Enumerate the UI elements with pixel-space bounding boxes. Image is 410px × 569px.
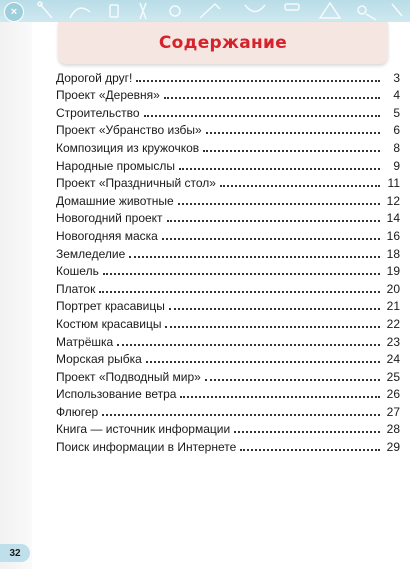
dot-leader — [99, 291, 380, 293]
toc-entry-page: 6 — [393, 123, 400, 138]
toc-entry-page: 22 — [386, 316, 400, 331]
dot-leader — [234, 431, 380, 433]
toc-entry-title: Строительство — [56, 105, 140, 120]
dot-leader — [103, 273, 380, 275]
dot-leader — [178, 203, 380, 205]
toc-entry-title: Проект «Деревня» — [56, 88, 160, 103]
dot-leader — [144, 115, 380, 117]
dot-leader — [203, 150, 380, 152]
toc-entry[interactable] — [56, 225, 400, 243]
left-gutter — [0, 0, 32, 569]
dot-leader — [206, 132, 380, 134]
dot-leader — [205, 379, 380, 381]
toc-entry-page: 12 — [386, 193, 400, 208]
toc-entry[interactable] — [56, 366, 400, 384]
toc-entry-title: Платок — [56, 281, 96, 296]
toc-entry-page: 19 — [386, 264, 400, 279]
toc-entry-page: 24 — [386, 352, 400, 367]
title-banner — [58, 22, 388, 64]
toc-entry-title: Книга — источник информации — [56, 422, 231, 437]
toc-entry-page: 28 — [386, 422, 400, 437]
toc-entry-title: Земледелие — [56, 246, 126, 261]
toc-entry-title: Новогодняя маска — [56, 228, 158, 243]
page-number-tab — [0, 544, 30, 562]
toc-entry[interactable] — [56, 85, 400, 103]
toc-entry[interactable] — [56, 401, 400, 419]
toc-entry-page: 23 — [386, 334, 400, 349]
dot-leader — [164, 97, 380, 99]
toc-entry[interactable] — [56, 296, 400, 314]
table-of-contents — [56, 67, 400, 454]
toc-entry[interactable] — [56, 313, 400, 331]
toc-entry-page: 9 — [393, 158, 400, 173]
toc-entry[interactable] — [56, 208, 400, 226]
toc-entry-page: 26 — [386, 387, 400, 402]
toc-entry-title: Костюм красавицы — [56, 316, 162, 331]
toc-entry-page: 25 — [386, 369, 400, 384]
toc-entry[interactable] — [56, 137, 400, 155]
toc-entry[interactable] — [56, 419, 400, 437]
toc-entry-title: Морская рыбка — [56, 352, 142, 367]
toc-entry[interactable] — [56, 243, 400, 261]
close-icon: × — [4, 2, 24, 22]
toc-entry-title: Народные промыслы — [56, 158, 176, 173]
dot-leader — [169, 308, 380, 310]
toc-entry-page: 21 — [386, 299, 400, 314]
toc-entry-title: Поиск информации в Интернете — [56, 440, 237, 455]
toc-entry[interactable] — [56, 120, 400, 138]
dot-leader — [146, 361, 380, 363]
toc-entry-page: 20 — [386, 281, 400, 296]
toc-entry-page: 5 — [393, 105, 400, 120]
toc-entry-page: 16 — [386, 228, 400, 243]
toc-entry-title: Проект «Подводный мир» — [56, 369, 201, 384]
toc-entry[interactable] — [56, 102, 400, 120]
toc-entry-page: 4 — [393, 88, 400, 103]
craft-tools-pattern-icon — [0, 0, 410, 22]
toc-entry-title: Проект «Убранство избы» — [56, 123, 202, 138]
toc-entry[interactable] — [56, 278, 400, 296]
page-number: 32 — [9, 547, 21, 559]
toc-entry-title: Композиция из кружочков — [56, 140, 200, 155]
dot-leader — [117, 344, 380, 346]
toc-entry-page: 8 — [393, 140, 400, 155]
decorative-header-band — [0, 0, 410, 22]
toc-entry-page: 29 — [386, 440, 400, 455]
toc-entry[interactable] — [56, 190, 400, 208]
toc-entry-page: 3 — [393, 70, 400, 85]
page-title: Содержание — [158, 33, 288, 53]
toc-entry-page: 11 — [387, 176, 400, 191]
dot-leader — [179, 168, 380, 170]
toc-entry-title: Новогодний проект — [56, 211, 163, 226]
toc-entry[interactable] — [56, 173, 400, 191]
toc-entry[interactable] — [56, 67, 400, 85]
toc-entry-title: Матрёшка — [56, 334, 114, 349]
toc-entry[interactable] — [56, 331, 400, 349]
dot-leader — [165, 326, 380, 328]
dot-leader — [240, 449, 380, 451]
toc-entry-title: Портрет красавицы — [56, 299, 165, 314]
dot-leader — [102, 414, 380, 416]
toc-entry-title: Проект «Праздничный стол» — [56, 176, 216, 191]
dot-leader — [136, 80, 380, 82]
toc-entry-page: 14 — [386, 211, 400, 226]
toc-entry-title: Использование ветра — [56, 387, 177, 402]
toc-entry[interactable] — [56, 349, 400, 367]
toc-entry[interactable] — [56, 436, 400, 454]
toc-entry[interactable] — [56, 155, 400, 173]
toc-entry-title: Флюгер — [56, 404, 99, 419]
toc-entry-title: Дорогой друг! — [56, 70, 133, 85]
dot-leader — [180, 396, 380, 398]
dot-leader — [220, 185, 380, 187]
dot-leader — [129, 256, 380, 258]
toc-entry[interactable] — [56, 261, 400, 279]
toc-entry-title: Домашние животные — [56, 193, 174, 208]
dot-leader — [162, 238, 380, 240]
toc-entry-title: Кошель — [56, 264, 99, 279]
toc-entry-page: 18 — [386, 246, 400, 261]
dot-leader — [167, 220, 380, 222]
toc-entry-page: 27 — [386, 404, 400, 419]
toc-entry[interactable] — [56, 384, 400, 402]
